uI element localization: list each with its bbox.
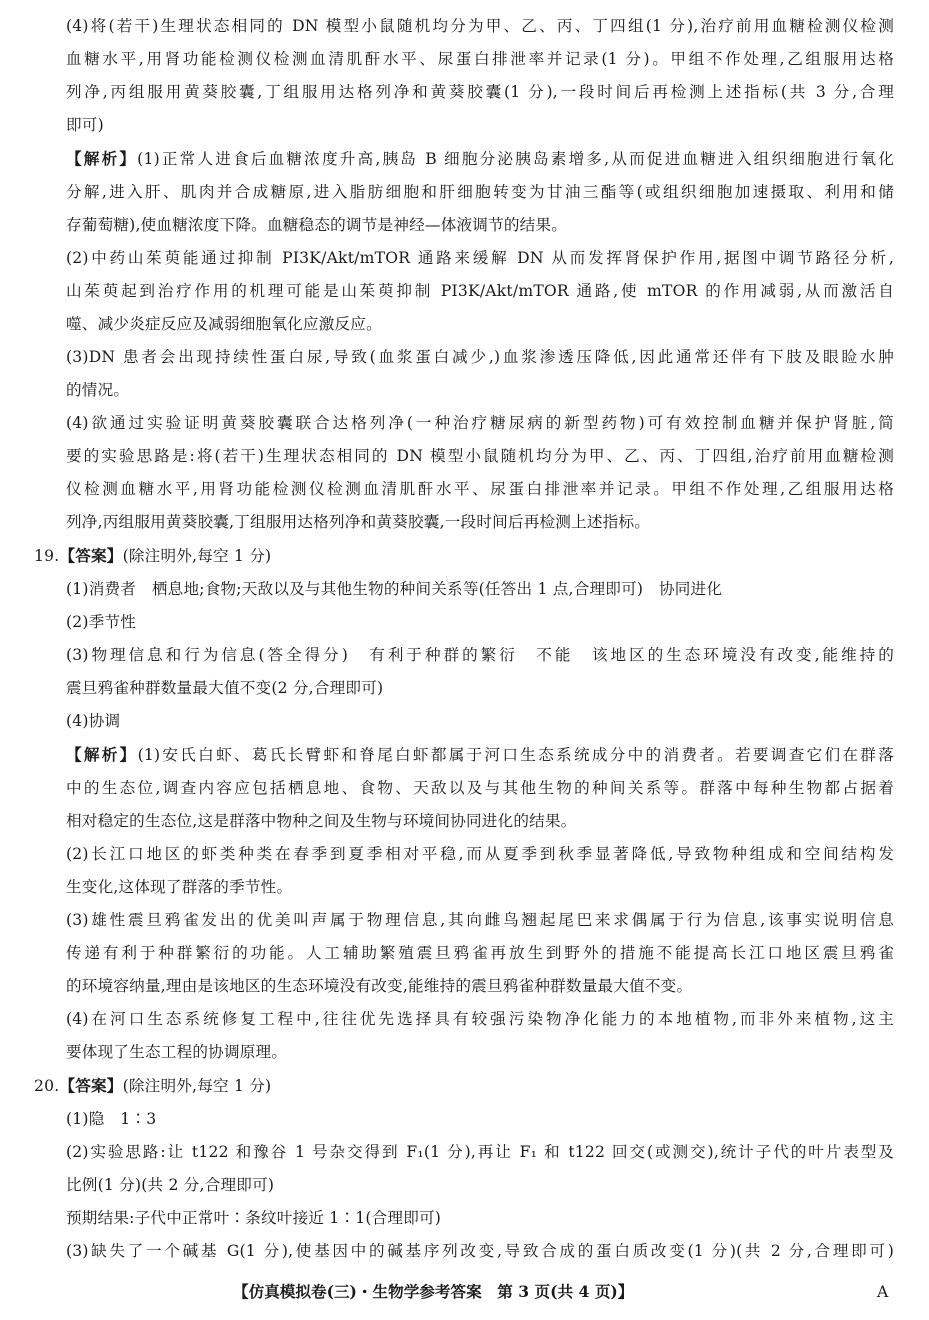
text-line <box>38 10 894 43</box>
line-text: (1)隐 1∶3 <box>66 1110 157 1128</box>
text-line <box>34 1069 894 1103</box>
text-line <box>38 738 894 772</box>
text-line <box>38 772 894 805</box>
line-text: 预期结果:子代中正常叶∶条纹叶接近 1∶1(合理即可) <box>66 1209 442 1227</box>
question-number: 19. <box>34 547 60 565</box>
text-line <box>38 275 894 308</box>
line-text: 要的实验思路是:将(若干)生理状态相同的 DN 模型小鼠随机均分为甲、乙、丙、丁四组,治疗前用血糖检测 <box>66 447 894 465</box>
line-text: 血糖水平,用肾功能检测仪检测血清肌酐水平、尿蛋白排泄率并记录(1 分)。甲组不作处理,乙组服用达格 <box>66 50 894 68</box>
line-text: 中的生态位,调查内容应包括栖息地、食物、天敌以及与其他生物的种间关系等。群落中每种生物都占据着 <box>66 779 894 797</box>
text-line <box>38 341 894 374</box>
text-line <box>38 937 894 970</box>
line-text: 要体现了生态工程的协调原理。 <box>66 1043 288 1061</box>
section-label: 【答案】 <box>59 1076 123 1095</box>
text-line <box>38 440 894 473</box>
footer-title: 【仿真模拟卷(三)・生物学参考答案 第 3 页(共 4 页)】 <box>233 1282 634 1301</box>
line-text: (4)在河口生态系统修复工程中,往往优先选择具有较强污染物净化能力的本地植物,而非外来植物,这主 <box>66 1010 894 1028</box>
line-text: 传递有利于种群繁衍的功能。人工辅助繁殖震旦鸦雀再放生到野外的措施不能提高长江口地区震旦鸦雀 <box>66 944 894 962</box>
line-text: 存葡萄糖),使血糖浓度下降。血糖稳态的调节是神经—体液调节的结果。 <box>66 216 568 234</box>
line-text: 分解,进入肝、肌肉并合成糖原,进入脂肪细胞和肝细胞转变为甘油三酯等(或组织细胞加速摄取、利用和储 <box>66 183 894 201</box>
text-line <box>38 1036 894 1069</box>
line-text: (除注明外,每空 1 分) <box>122 1077 272 1095</box>
text-line <box>38 904 894 937</box>
line-text: (3)DN 患者会出现持续性蛋白尿,导致(血浆蛋白减少,)血浆渗透压降低,因此通常还伴有下肢及眼睑水肿 <box>66 348 894 366</box>
line-text: (3)物理信息和行为信息(答全得分) 有利于种群的繁衍 不能 该地区的生态环境没有改变,能维持的 <box>66 646 894 664</box>
section-label: 【解析】 <box>66 149 138 168</box>
paper-version-letter: A <box>877 1283 889 1301</box>
text-line <box>38 805 894 838</box>
text-line <box>38 838 894 871</box>
text-line <box>38 76 894 109</box>
text-line <box>38 308 894 341</box>
text-line <box>38 473 894 506</box>
text-line <box>38 1103 894 1136</box>
text-line <box>38 871 894 904</box>
text-line <box>38 1136 894 1169</box>
line-text: (除注明外,每空 1 分) <box>122 547 272 565</box>
text-line <box>38 1235 894 1268</box>
text-line <box>38 1202 894 1235</box>
line-text: 仪检测血糖水平,用肾功能检测仪检测血清肌酐水平、尿蛋白排泄率并记录。甲组不作处理,乙组服用达格 <box>66 480 894 498</box>
text-line <box>34 539 894 573</box>
section-label: 【解析】 <box>66 745 138 764</box>
line-text: (1)消费者 栖息地;食物;天敌以及与其他生物的种间关系等(任答出 1 点,合理即可) 协同进化 <box>66 580 723 598</box>
line-text: (2)中药山茱萸能通过抑制 PI3K/Akt/mTOR 通路来缓解 DN 从而发挥肾保护作用,据图中调节路径分析, <box>66 249 894 267</box>
text-line <box>38 209 894 242</box>
line-text: (3)雄性震旦鸦雀发出的优美叫声属于物理信息,其向雌鸟翘起尾巴来求偶属于行为信息,该事实说明信息 <box>66 911 894 929</box>
line-text: 即可) <box>66 116 104 134</box>
line-text: 的情况。 <box>66 381 130 399</box>
text-line <box>38 639 894 672</box>
line-text: 列净,丙组服用黄葵胶囊,丁组服用达格列净和黄葵胶囊(1 分),一段时间后再检测上述指标(共 3 分,合理 <box>66 83 894 101</box>
text-line <box>38 176 894 209</box>
line-text: 噬、减少炎症反应及减弱细胞氧化应激反应。 <box>66 315 382 333</box>
text-line <box>38 506 894 539</box>
text-line <box>38 142 894 176</box>
line-text: (2)实验思路:让 t122 和豫谷 1 号杂交得到 F₁(1 分),再让 F₁ 和 t122 回交(或测交),统计子代的叶片表型及 <box>66 1143 894 1161</box>
line-text: (3)缺失了一个碱基 G(1 分),使基因中的碱基序列改变,导致合成的蛋白质改变(1 分)(共 2 分,合理即可) <box>66 1242 894 1260</box>
line-text: 比例(1 分)(共 2 分,合理即可) <box>66 1176 275 1194</box>
text-line <box>38 1003 894 1036</box>
answer-content <box>34 10 894 1268</box>
text-line <box>38 970 894 1003</box>
text-line <box>38 672 894 705</box>
line-text: 生变化,这体现了群落的季节性。 <box>66 878 293 896</box>
text-line <box>38 1169 894 1202</box>
text-line <box>38 109 894 142</box>
line-text: 山茱萸起到治疗作用的机理可能是山茱萸抑制 PI3K/Akt/mTOR 通路,使 mTOR 的作用减弱,从而激活自 <box>66 282 894 300</box>
section-label: 【答案】 <box>59 546 123 565</box>
line-text: (4)将(若干)生理状态相同的 DN 模型小鼠随机均分为甲、乙、丙、丁四组(1 分),治疗前用血糖检测仪检测 <box>66 17 894 35</box>
text-line <box>38 43 894 76</box>
line-text: (1)安氏白虾、葛氏长臂虾和脊尾白虾都属于河口生态系统成分中的消费者。若要调查它们在群落 <box>137 746 894 764</box>
line-text: (4)欲通过实验证明黄葵胶囊联合达格列净(一种治疗糖尿病的新型药物)可有效控制血糖并保护肾脏,简 <box>66 414 894 432</box>
text-line <box>38 374 894 407</box>
text-line <box>38 573 894 606</box>
line-text: (4)协调 <box>66 712 121 730</box>
line-text: 震旦鸦雀种群数量最大值不变(2 分,合理即可) <box>66 679 384 697</box>
text-line <box>38 407 894 440</box>
line-text: 列净,丙组服用黄葵胶囊,丁组服用达格列净和黄葵胶囊,一段时间后再检测上述指标。 <box>66 513 651 531</box>
line-text: (2)长江口地区的虾类种类在春季到夏季相对平稳,而从夏季到秋季显著降低,导致物种组成和空间结构发 <box>66 845 894 863</box>
line-text: 的环境容纳量,理由是该地区的生态环境没有改变,能维持的震旦鸦雀种群数量最大值不变。 <box>66 977 693 995</box>
text-line <box>38 606 894 639</box>
question-number: 20. <box>34 1077 60 1095</box>
text-line <box>38 242 894 275</box>
line-text: (2)季节性 <box>66 613 137 631</box>
line-text: 相对稳定的生态位,这是群落中物种之间及生物与环境间协同进化的结果。 <box>66 812 577 830</box>
text-line <box>38 705 894 738</box>
line-text: (1)正常人进食后血糖浓度升高,胰岛 B 细胞分泌胰岛素增多,从而促进血糖进入组织细胞进行氧化 <box>137 150 894 168</box>
